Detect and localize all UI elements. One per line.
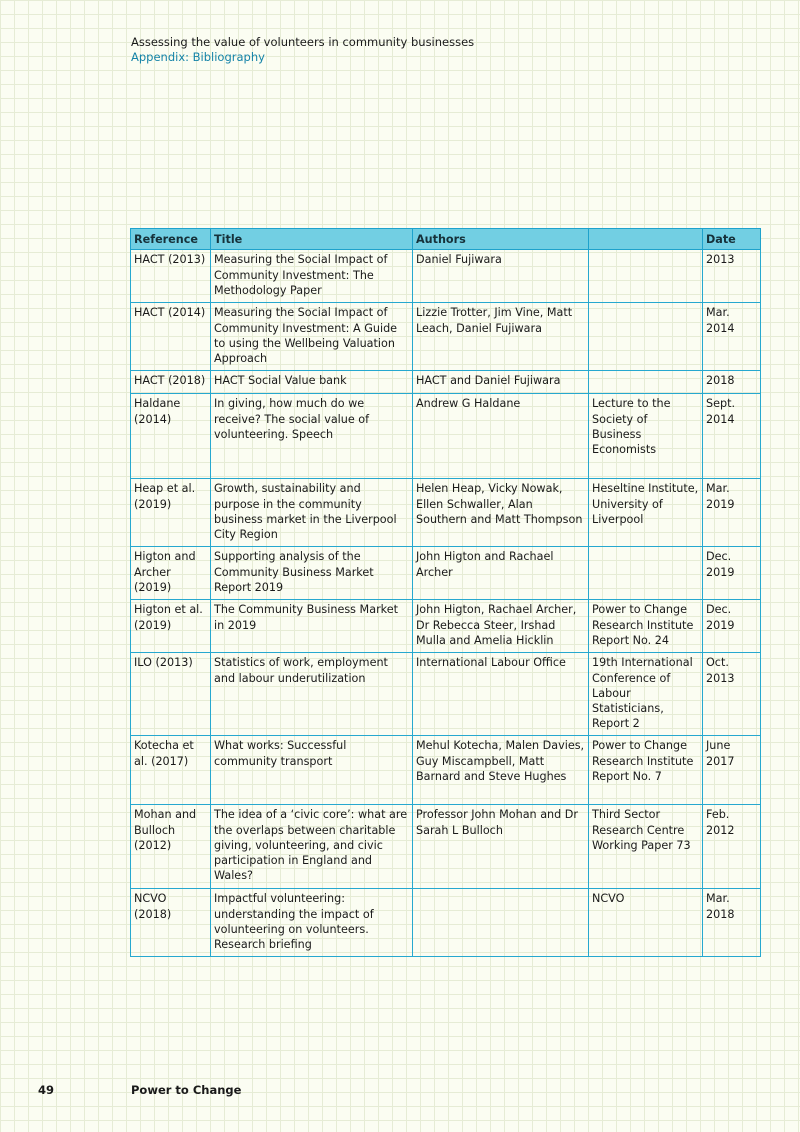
cell-title: Supporting analysis of the Community Business Market Report 2019: [211, 547, 413, 600]
cell-authors: Helen Heap, Vicky Nowak, Ellen Schwaller, Alan Southern and Matt Thompson: [413, 479, 589, 547]
cell-reference: Kotecha et al. (2017): [131, 736, 211, 805]
cell-title: The idea of a ‘civic core’: what are the overlaps between charitable giving, volunteering, and civic participation in England and Wales?: [211, 805, 413, 889]
cell-title: Measuring the Social Impact of Community Investment: The Methodology Paper: [211, 250, 413, 303]
cell-date: Oct. 2013: [703, 653, 761, 736]
cell-authors: Andrew G Haldane: [413, 394, 589, 479]
column-header-date: Date: [703, 229, 761, 250]
cell-title: What works: Successful community transport: [211, 736, 413, 805]
cell-title: Measuring the Social Impact of Community Investment: A Guide to using the Wellbeing Valuation Approach: [211, 303, 413, 371]
cell-date: Dec. 2019: [703, 600, 761, 653]
column-header-source: [589, 229, 703, 250]
cell-date: Feb. 2012: [703, 805, 761, 889]
column-header-title: Title: [211, 229, 413, 250]
cell-reference: Mohan and Bulloch (2012): [131, 805, 211, 889]
cell-title: The Community Business Market in 2019: [211, 600, 413, 653]
cell-source: NCVO: [589, 889, 703, 957]
table-row: [131, 303, 761, 371]
cell-source: [589, 250, 703, 303]
cell-source: [589, 303, 703, 371]
table-body: [131, 250, 761, 957]
running-header: [131, 35, 474, 65]
column-header-authors: Authors: [413, 229, 589, 250]
cell-reference: Higton et al. (2019): [131, 600, 211, 653]
table-row: [131, 394, 761, 479]
cell-title: Statistics of work, employment and labour underutilization: [211, 653, 413, 736]
cell-title: HACT Social Value bank: [211, 371, 413, 394]
cell-authors: John Higton and Rachael Archer: [413, 547, 589, 600]
cell-reference: ILO (2013): [131, 653, 211, 736]
cell-authors: Lizzie Trotter, Jim Vine, Matt Leach, Daniel Fujiwara: [413, 303, 589, 371]
cell-source: [589, 547, 703, 600]
table-row: [131, 736, 761, 805]
cell-source: [589, 371, 703, 394]
document-title: Assessing the value of volunteers in community businesses: [131, 35, 475, 49]
cell-authors: John Higton, Rachael Archer, Dr Rebecca Steer, Irshad Mulla and Amelia Hicklin: [413, 600, 589, 653]
cell-date: Sept. 2014: [703, 394, 761, 479]
cell-source: Lecture to the Society of Business Economists: [589, 394, 703, 479]
table-row: [131, 547, 761, 600]
cell-reference: HACT (2014): [131, 303, 211, 371]
cell-date: Mar. 2019: [703, 479, 761, 547]
cell-reference: Heap et al. (2019): [131, 479, 211, 547]
column-header-reference: Reference: [131, 229, 211, 250]
cell-date: 2013: [703, 250, 761, 303]
table-row: [131, 600, 761, 653]
cell-date: Dec. 2019: [703, 547, 761, 600]
cell-reference: Haldane (2014): [131, 394, 211, 479]
footer-organization: Power to Change: [131, 1083, 242, 1097]
page-number: 49: [38, 1083, 55, 1097]
table-row: [131, 805, 761, 889]
cell-title: In giving, how much do we receive? The social value of volunteering. Speech: [211, 394, 413, 479]
table-row: [131, 653, 761, 736]
table-row: [131, 889, 761, 957]
cell-title: Impactful volunteering: understanding the impact of volunteering on volunteers. Research briefing: [211, 889, 413, 957]
table-row: [131, 250, 761, 303]
cell-authors: [413, 889, 589, 957]
cell-title: Growth, sustainability and purpose in the community business market in the Liverpool City Region: [211, 479, 413, 547]
cell-reference: NCVO (2018): [131, 889, 211, 957]
cell-reference: Higton and Archer (2019): [131, 547, 211, 600]
cell-authors: Mehul Kotecha, Malen Davies, Guy Miscampbell, Matt Barnard and Steve Hughes: [413, 736, 589, 805]
section-subtitle: Appendix: Bibliography: [131, 50, 265, 64]
cell-authors: HACT and Daniel Fujiwara: [413, 371, 589, 394]
cell-source: Heseltine Institute, University of Liverpool: [589, 479, 703, 547]
table-row: [131, 479, 761, 547]
cell-authors: Professor John Mohan and Dr Sarah L Bulloch: [413, 805, 589, 889]
cell-reference: HACT (2013): [131, 250, 211, 303]
cell-source: 19th International Conference of Labour Statisticians, Report 2: [589, 653, 703, 736]
cell-authors: Daniel Fujiwara: [413, 250, 589, 303]
cell-date: June 2017: [703, 736, 761, 805]
cell-source: Third Sector Research Centre Working Paper 73: [589, 805, 703, 889]
cell-source: Power to Change Research Institute Report No. 7: [589, 736, 703, 805]
table-row: [131, 371, 761, 394]
cell-date: Mar. 2018: [703, 889, 761, 957]
cell-reference: HACT (2018): [131, 371, 211, 394]
cell-date: Mar. 2014: [703, 303, 761, 371]
cell-date: 2018: [703, 371, 761, 394]
cell-authors: International Labour Office: [413, 653, 589, 736]
bibliography-table: [130, 228, 761, 957]
cell-source: Power to Change Research Institute Report No. 24: [589, 600, 703, 653]
table-header-row: [131, 229, 761, 250]
